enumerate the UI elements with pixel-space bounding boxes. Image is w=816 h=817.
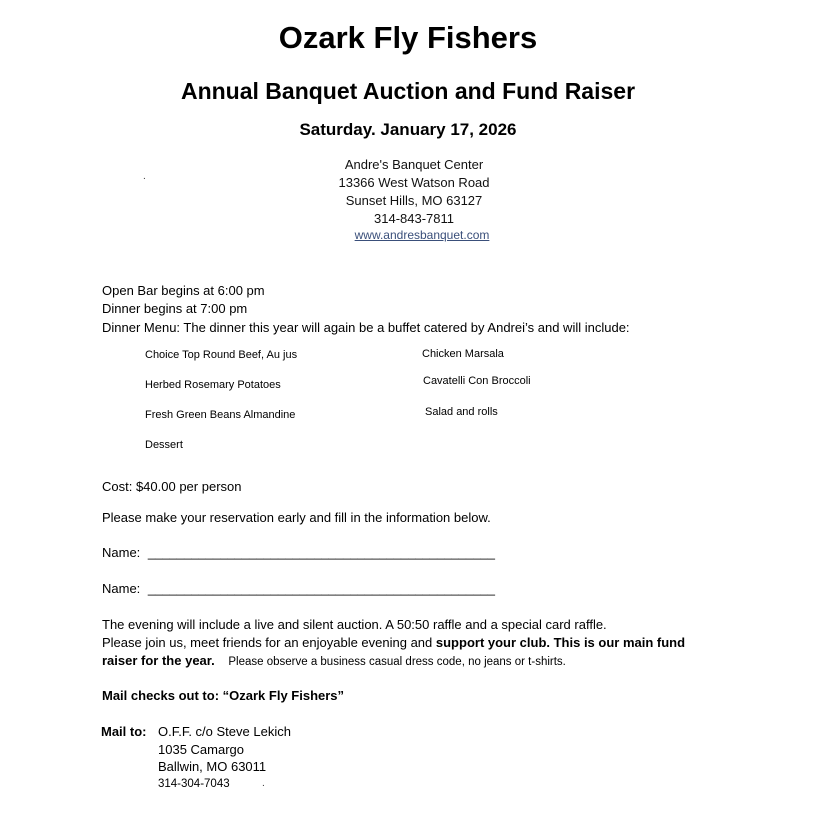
menu-item: Choice Top Round Beef, Au jus: [145, 349, 298, 361]
name-field-blank[interactable]: ________________________________________________: [147, 545, 495, 560]
name-field-2[interactable]: [102, 581, 495, 596]
menu-item: Chicken Marsala: [422, 348, 504, 360]
event-date: Saturday. January 17, 2026: [299, 120, 517, 139]
venue-website-link[interactable]: www.andresbanquet.com: [354, 228, 490, 242]
mail-phone: 314-304-7043: [158, 778, 230, 790]
menu-item: Fresh Green Beans Almandine: [145, 409, 296, 421]
evening-description: The evening will include a live and silent auction. A 50:50 raffle and a special card raffle.: [102, 617, 607, 632]
name-field-label: Name:: [102, 545, 141, 560]
venue-street: 13366 West Watson Road: [338, 175, 490, 190]
menu-item: Salad and rolls: [425, 406, 498, 418]
cost-per-person: Cost: $40.00 per person: [102, 479, 242, 494]
support-club-text: support your club. This is our main fund: [435, 635, 686, 650]
name-field-1[interactable]: [102, 545, 495, 560]
join-us-plain: Please join us, meet friends for an enjoyable evening and: [102, 635, 436, 650]
open-bar-time: Open Bar begins at 6:00 pm: [102, 283, 265, 298]
stray-dot: .: [143, 171, 146, 182]
venue-city: Sunset Hills, MO 63127: [345, 193, 483, 208]
dinner-time: Dinner begins at 7:00 pm: [102, 301, 248, 316]
checks-payee: “Ozark Fly Fishers”: [222, 688, 345, 703]
mail-address-line3: Ballwin, MO 63011: [158, 759, 267, 774]
mail-address-line2: 1035 Camargo: [158, 742, 244, 757]
checks-payable: [102, 688, 344, 703]
dress-code-text: Please observe a business casual dress code, no jeans or t-shirts.: [228, 656, 566, 668]
fund-raiser-line: [102, 653, 566, 668]
menu-item: Cavatelli Con Broccoli: [423, 375, 531, 387]
stray-dot: .: [262, 778, 265, 789]
venue-name: Andre's Banquet Center: [344, 157, 484, 172]
checks-label: Mail checks out to:: [102, 688, 220, 703]
name-field-blank[interactable]: ________________________________________________: [147, 581, 495, 596]
mail-address-line1: O.F.F. c/o Steve Lekich: [158, 724, 291, 739]
menu-item: Herbed Rosemary Potatoes: [145, 379, 281, 391]
mail-to-label: Mail to:: [101, 724, 147, 739]
main-fund-raiser-text: raiser for the year.: [102, 653, 215, 668]
name-field-label: Name:: [102, 581, 141, 596]
page-title: Ozark Fly Fishers: [278, 20, 538, 55]
reservation-note: Please make your reservation early and fill in the information below.: [102, 510, 491, 525]
join-us-text: [102, 635, 685, 650]
event-subtitle: Annual Banquet Auction and Fund Raiser: [180, 78, 636, 104]
menu-item: Dessert: [145, 439, 183, 451]
dinner-menu-intro: Dinner Menu: The dinner this year will again be a buffet catered by Andrei’s and will include:: [102, 320, 630, 335]
venue-phone: 314-843-7811: [374, 211, 454, 226]
